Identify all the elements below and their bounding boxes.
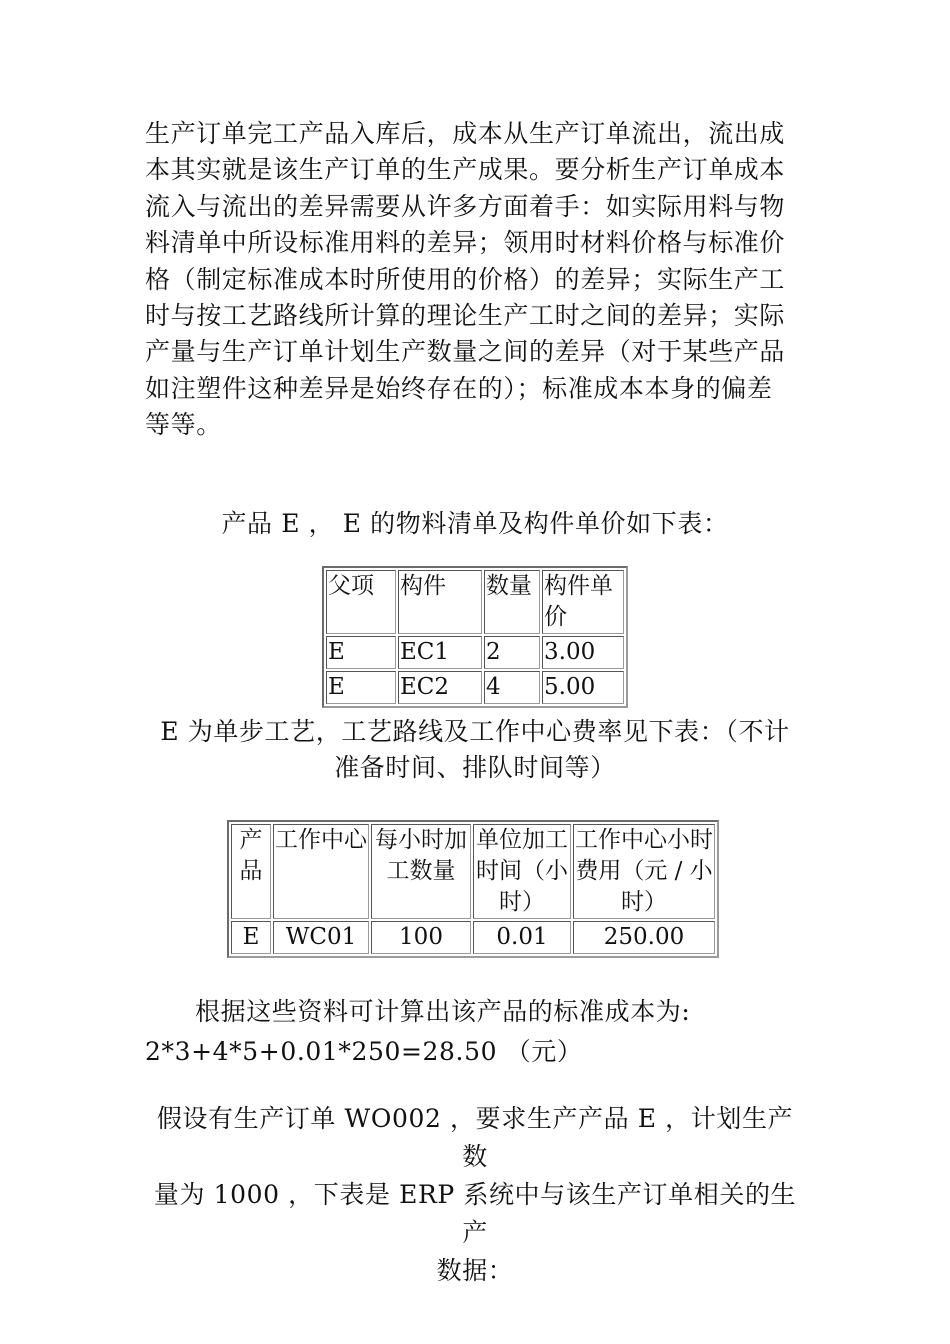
table-cell: EC2 [398,671,482,704]
text-line: 假设有生产订单 WO002 ，要求生产产品 E ，计划生产数 [156,1104,794,1171]
table-cell: 3.00 [542,636,624,669]
table-header-cell: 工作中心 [273,824,369,919]
table-row [326,671,624,704]
text-line: 等等。 [145,410,222,440]
text-line: 格（制定标准成本时所使用的价格）的差异；实际生产工 [145,264,786,294]
table-header-cell: 父项 [326,570,396,634]
table-cell: 250.00 [573,921,715,954]
formula-line: 2*3+4*5+0.01*250=28.50 （元） [145,1037,583,1067]
table-header-cell: 产品 [231,824,271,919]
table-cell: 4 [484,671,540,704]
text-line: 本其实就是该生产订单的生产成果。要分析生产订单成本 [145,155,786,185]
text-line: 量为 1000 ，下表是 ERP 系统中与该生产订单相关的生产 [153,1180,797,1247]
table-cell: EC1 [398,636,482,669]
table-cell: E [326,671,396,704]
text-line: 数据： [436,1256,514,1285]
text-line: 生产订单完工产品入库后，成本从生产订单流出，流出成 [145,119,786,148]
text-line: 时与按工艺路线所计算的理论生产工时之间的差异；实际 [145,301,786,331]
text-line: 流入与流出的差异需要从许多方面着手：如实际用料与物 [145,191,786,221]
table-cell: E [231,921,271,954]
intro-paragraph [145,116,805,444]
text-line: 产品 E ， E 的物料清单及构件单价如下表： [221,509,729,538]
table-row [231,921,715,954]
text-line: E 为单步工艺，工艺路线及工作中心费率见下表：（不计 [160,717,790,746]
table-header-cell: 单位加工时间（小时） [473,824,571,919]
bom-caption [145,506,805,542]
table-header-cell: 数量 [484,570,540,634]
standard-cost-paragraph [145,994,805,1071]
table-header-row [231,824,715,919]
table-header-cell: 工作中心小时费用（元 / 小时） [573,824,715,919]
routing-caption [145,714,805,787]
bom-table [322,566,628,708]
text-line: 料清单中所设标准用料的差异；领用时材料价格与标准价 [145,228,786,258]
routing-table [227,820,719,958]
table-cell: 0.01 [473,921,571,954]
text-line: 如注塑件这种差异是始终存在的）；标准成本本身的偏差 [145,373,773,403]
table-cell: 5.00 [542,671,624,704]
table-header-cell: 构件 [398,570,482,634]
table-cell: WC01 [273,921,369,954]
table-cell: 100 [371,921,471,954]
table-cell: 2 [484,636,540,669]
text-line: 准备时间、排队时间等） [334,753,616,783]
table-row [326,636,624,669]
table-header-row [326,570,624,634]
table-header-cell: 构件单价 [542,570,624,634]
text-line: 产量与生产订单计划生产数量之间的差异（对于某些产品 [145,337,786,367]
table-cell: E [326,636,396,669]
table-header-cell: 每小时加工数量 [371,824,471,919]
text-line: 根据这些资料可计算出该产品的标准成本为: [195,997,691,1026]
order-paragraph [145,1100,805,1290]
